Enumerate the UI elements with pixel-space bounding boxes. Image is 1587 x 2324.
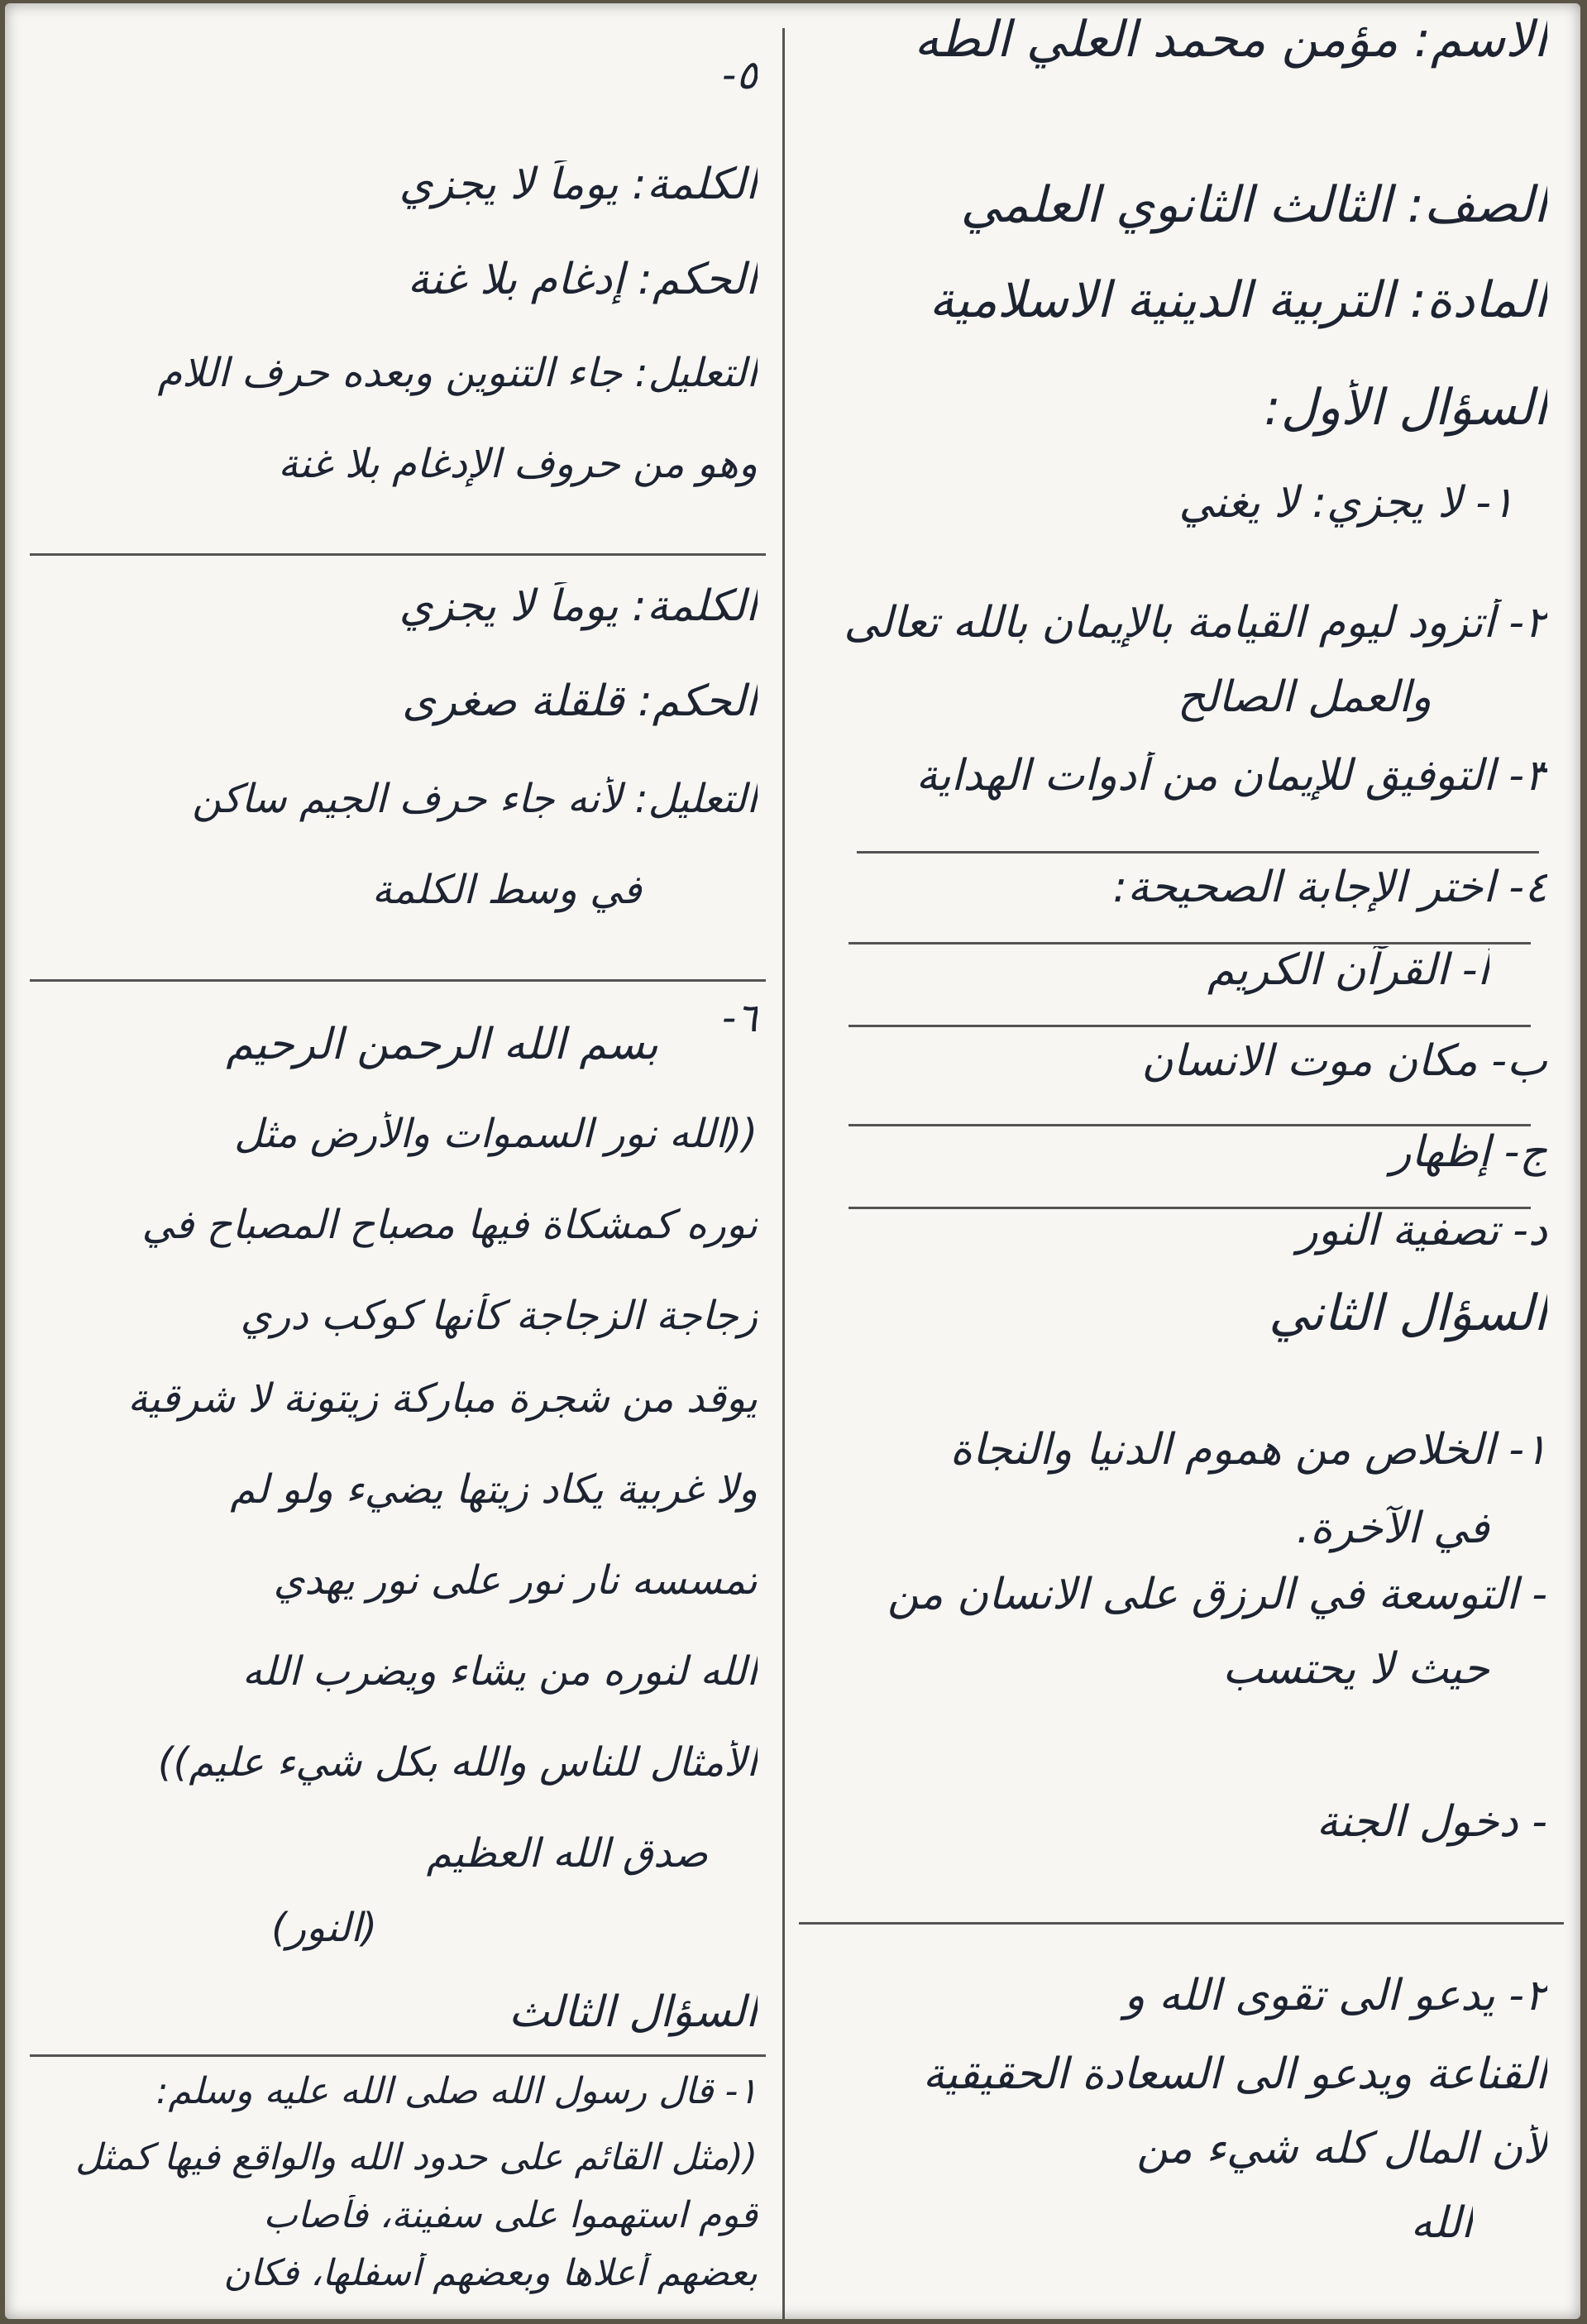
verse-line: ((الله نور السموات والأرض مثل <box>234 1112 758 1157</box>
tajweed-heading-mark: ٥- <box>721 53 758 98</box>
q1-choice-c: ج- إظهار <box>1390 1128 1547 1177</box>
tajweed-reason-2-line-2: في وسط الكلمة <box>371 868 642 913</box>
rule-line <box>30 979 766 982</box>
rule-line <box>848 1025 1531 1027</box>
verse-number: ٦- <box>721 996 758 1041</box>
q2-answer-1b-line-2: حيث لا يحتسب <box>1222 1645 1489 1694</box>
tajweed-word-1: الكلمة: يوماً لا يجزي <box>399 160 758 209</box>
q3-line: بعضهم أعلاها وبعضهم أسفلها، فكان <box>223 2253 758 2294</box>
q1-choice-a: أ- القرآن الكريم <box>1207 946 1489 995</box>
q1-choice-d: د- تصفية النور <box>1297 1207 1547 1255</box>
verse-line: ولا غربية يكاد زيتها يضيء ولو لم <box>230 1467 758 1513</box>
tajweed-reason-1-line-2: وهو من حروف الإدغام بلا غنة <box>278 442 758 487</box>
verse-line: نوره كمشكاة فيها مصباح المصباح في <box>141 1203 758 1248</box>
subject-name: المادة: التربية الدينية الاسلامية <box>929 272 1547 329</box>
tajweed-reason-1-line-1: التعليل: جاء التنوين وبعده حرف اللام <box>157 351 758 396</box>
tajweed-reason-2-line-1: التعليل: لأنه جاء حرف الجيم ساكن <box>192 777 758 822</box>
q2-answer-1b-line-1: - التوسعة في الرزق على الانسان من <box>887 1571 1547 1619</box>
verse-line: الأمثال للناس والله بكل شيء عليم)) <box>157 1740 758 1786</box>
q2-answer-1c: - دخول الجنة <box>1316 1798 1547 1847</box>
q2-answer-1-line-1: ١- الخلاص من هموم الدنيا والنجاة <box>949 1426 1547 1475</box>
answer-sheet <box>5 3 1580 2319</box>
q2-title: السؤال الثاني <box>1269 1285 1547 1342</box>
verse-surah: (النور) <box>271 1906 377 1951</box>
q2-answer-2-line-1: ٢- يدعو الى تقوى الله و <box>1124 1972 1547 2020</box>
verse-line: زجاجة الزجاجة كأنها كوكب دري <box>240 1294 758 1339</box>
q3-line: قوم استهموا على سفينة، فأصاب <box>263 2195 758 2236</box>
rule-line <box>30 2054 766 2057</box>
verse-line: تمسسه نار نور على نور يهدي <box>273 1558 758 1604</box>
q1-answer-2-line-2: والعمل الصالح <box>1177 673 1432 722</box>
student-grade: الصف: الثالث الثانوي العلمي <box>960 177 1547 234</box>
q1-choice-b: ب- مكان موت الانسان <box>1141 1037 1547 1086</box>
rule-line <box>857 851 1539 854</box>
verse-basmala: بسم الله الرحمن الرحيم <box>226 1021 658 1069</box>
left-column <box>22 3 774 2319</box>
q1-answer-3: ٣- التوفيق للإيمان من أدوات الهداية <box>915 752 1547 801</box>
right-column <box>799 3 1564 2319</box>
q1-answer-2-line-1: ٢- أتزود ليوم القيامة بالإيمان بالله تعالى <box>844 599 1547 648</box>
tajweed-rule-1: الحكم: إدغام بلا غنة <box>407 256 758 304</box>
tajweed-rule-2: الحكم: قلقلة صغرى <box>402 677 758 726</box>
tajweed-word-2: الكلمة: يوماً لا يجزي <box>399 582 758 631</box>
column-divider <box>782 28 785 2319</box>
q3-title: السؤال الثالث <box>508 1988 758 2037</box>
rule-line <box>848 942 1531 944</box>
q3-line: ١- قال رسول الله صلى الله عليه وسلم: <box>155 2071 758 2112</box>
q2-answer-2-line-2: القناعة ويدعو الى السعادة الحقيقية <box>922 2050 1547 2099</box>
rule-line <box>848 1124 1531 1126</box>
q2-answer-2-line-3: لأن المال كله شيء من <box>1136 2125 1547 2173</box>
rule-line <box>30 553 766 556</box>
rule-line <box>799 1922 1564 1925</box>
q1-answer-4: ٤- اختر الإجابة الصحيحة: <box>1112 863 1547 912</box>
q1-answer-1: ١- لا يجزي: لا يغني <box>1178 479 1514 528</box>
verse-closing: صدق الله العظيم <box>426 1831 708 1877</box>
q2-answer-1-line-2: في الآخرة. <box>1296 1504 1489 1553</box>
q2-answer-2-line-4: الله <box>1410 2199 1473 2248</box>
verse-line: يوقد من شجرة مباركة زيتونة لا شرقية <box>127 1376 758 1422</box>
q3-line: ((مثل القائم على حدود الله والواقع فيها كمثل <box>75 2137 758 2178</box>
verse-line: الله لنوره من يشاء ويضرب الله <box>241 1649 758 1695</box>
student-name: الاسم: مؤمن محمد العلي الطه <box>914 12 1547 69</box>
q1-title: السؤال الأول: <box>1264 380 1547 437</box>
